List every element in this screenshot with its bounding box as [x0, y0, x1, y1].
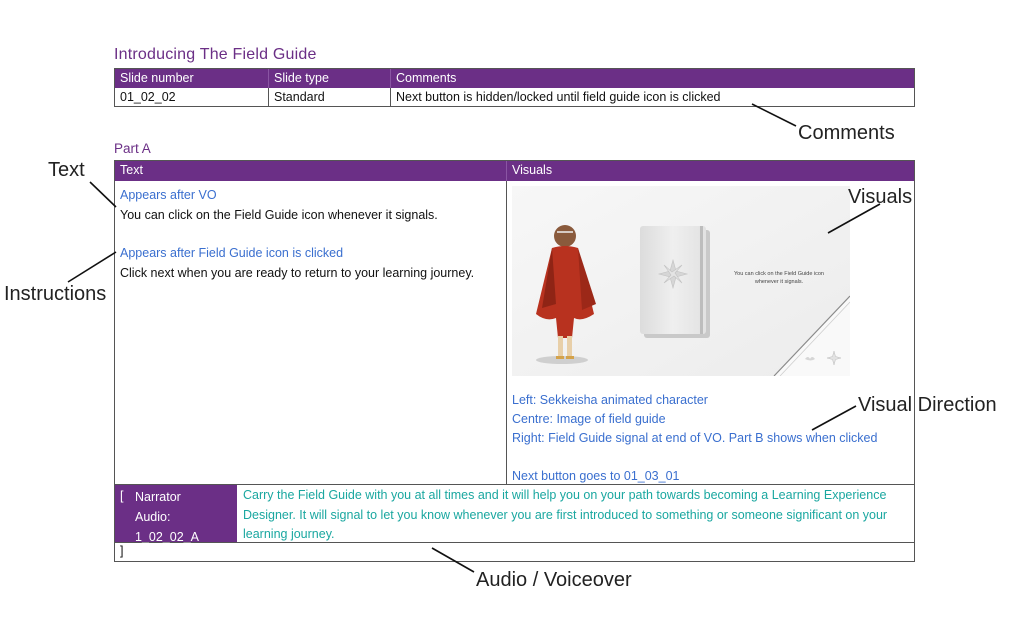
visuals-cell	[507, 181, 914, 484]
visual-direction-spacer	[512, 448, 877, 467]
callout-comments: Comments	[798, 122, 895, 144]
voiceover-script: Carry the Field Guide with you at all times and it will help you on your path towards becoming a Learning Experience Designer. It will signal to let you know whenever you are first introduced to something or someone significant on your learning journey.	[243, 488, 888, 541]
document-title: Introducing The Field Guide	[114, 46, 317, 63]
meta-body-row	[115, 88, 914, 107]
audio-open-bracket: [	[115, 485, 131, 542]
callout-visual-direction: Visual Direction	[858, 394, 997, 416]
slide-type-value: Standard	[269, 88, 391, 107]
visual-direction-next: Next button goes to 01_03_01	[512, 469, 680, 483]
visual-direction-left: Left: Sekkeisha animated character	[512, 393, 708, 407]
visual-direction-right: Right: Field Guide signal at end of VO. Part B shows when clicked	[512, 431, 878, 445]
field-guide-book-icon	[640, 226, 710, 338]
callout-audio-voiceover: Audio / Voiceover	[476, 569, 632, 591]
audio-file-label: Audio: 1_02_02_A	[135, 510, 199, 544]
callout-instructions: Instructions	[4, 283, 107, 305]
header-slide-type: Slide type	[269, 69, 391, 88]
part-title: Part A	[114, 141, 151, 156]
mockup-slide-text: You can click on the Field Guide icon whenever it signals.	[734, 271, 824, 285]
instruction-appears-after-click: Appears after Field Guide icon is clicked	[120, 246, 344, 260]
text-cell	[115, 181, 507, 484]
header-visuals: Visuals	[512, 163, 553, 177]
slide-mockup-illustration	[512, 186, 850, 376]
callout-visuals: Visuals	[848, 186, 913, 208]
slide-meta-table	[114, 68, 915, 107]
content-row	[115, 181, 914, 485]
header-slide-number: Slide number	[115, 69, 269, 88]
slide-number-value: 01_02_02	[115, 88, 269, 107]
header-comments: Comments	[396, 71, 457, 85]
slide-mockup-image	[512, 186, 850, 376]
audio-narrator-label: Narrator	[135, 490, 181, 504]
instruction-appears-after-vo: Appears after VO	[120, 188, 217, 202]
storyboard-table	[114, 160, 915, 562]
header-text: Text	[115, 161, 507, 181]
visual-direction-centre: Centre: Image of field guide	[512, 412, 666, 426]
onscreen-text-2: Click next when you are ready to return to your learning journey.	[120, 266, 475, 280]
callout-text: Text	[48, 159, 85, 181]
comments-value: Next button is hidden/locked until field guide icon is clicked	[396, 90, 721, 104]
audio-close-bracket: ]	[120, 544, 124, 558]
main-header-row	[115, 161, 914, 181]
audio-row	[115, 485, 914, 543]
audio-label	[131, 485, 237, 542]
meta-header-row	[115, 69, 914, 88]
visual-direction-notes	[512, 391, 877, 486]
onscreen-text-1: You can click on the Field Guide icon whenever it signals.	[120, 208, 438, 222]
